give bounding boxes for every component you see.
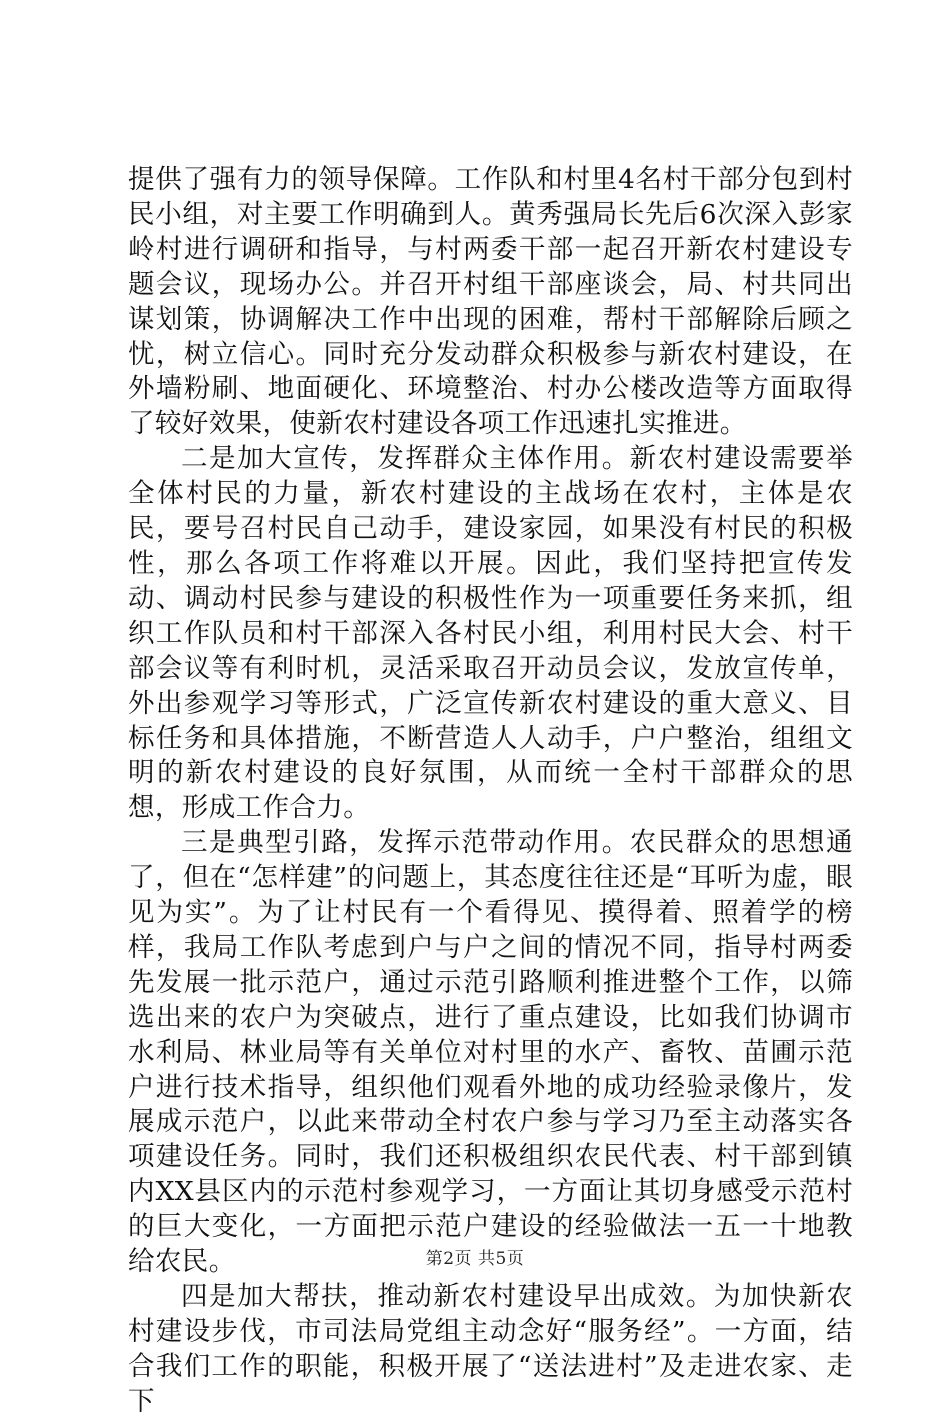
paragraph-1: 提供了强有力的领导保障。工作队和村里4名村干部分包到村民小组，对主要工作明确到人。黄秀强局长先后6次深入彭家岭村进行调研和指导，与村两委干部一起召开新农村建设专题会议，现场办公。并召开村组干部座谈会，局、村共同出谋划策，协调解决工作中出现的困难，帮村干部解除后顾之忧，树立信心。同时充分发动群众积极参与新农村建设，在外墙粉刷、地面硬化、环境整治、村办公楼改造等方面取得了较好效果，使新农村建设各项工作迅速扎实推进。 xyxy=(128,164,853,440)
paragraph-3: 三是典型引路，发挥示范带动作用。农民群众的思想通了，但在“怎样建”的问题上，其态度往往还是“耳听为虚，眼见为实”。为了让村民有一个看得见、摸得着、照着学的榜样，我局工作队考虑到户与户之间的情况不同，指导村两委先发展一批示范户，通过示范引路顺利推进整个工作，以筛选出来的农户为突破点，进行了重点建设，比如我们协调市水利局、林业局等有关单位对村里的水产、畜牧、苗圃示范户进行技术指导，组织他们观看外地的成功经验录像片，发展成示范户，以此来带动全村农户参与学习乃至主动落实各项建设任务。同时，我们还积极组织农民代表、村干部到镇内XX县区内的示范村参观学习，一方面让其切身感受示范村的巨大变化，一方面把示范户建设的经验做法一五一十地教给农民。 xyxy=(128,827,853,1278)
document-body xyxy=(128,163,853,1420)
paragraph-4: 四是加大帮扶，推动新农村建设早出成效。为加快新农村建设步伐，市司法局党组主动念好“服务经”。一方面，结合我们工作的职能，积极开展了“送法进村”及走进农家、走下 xyxy=(128,1281,853,1417)
paragraph-2: 二是加大宣传，发挥群众主体作用。新农村建设需要举全体村民的力量，新农村建设的主战场在农村，主体是农民，要号召村民自己动手，建设家园，如果没有村民的积极性，那么各项工作将难以开展。因此，我们坚持把宣传发动、调动村民参与建设的积极性作为一项重要任务来抓，组织工作队员和村干部深入各村民小组，利用村民大会、村干部会议等有利时机，灵活采取召开动员会议，发放宣传单，外出参观学习等形式，广泛宣传新农村建设的重大意义、目标任务和具体措施，不断营造人人动手，户户整治，组组文明的新农村建设的良好氛围，从而统一全村干部群众的思想，形成工作合力。 xyxy=(128,443,853,824)
page-footer: 第2页 共5页 xyxy=(425,1249,525,1269)
